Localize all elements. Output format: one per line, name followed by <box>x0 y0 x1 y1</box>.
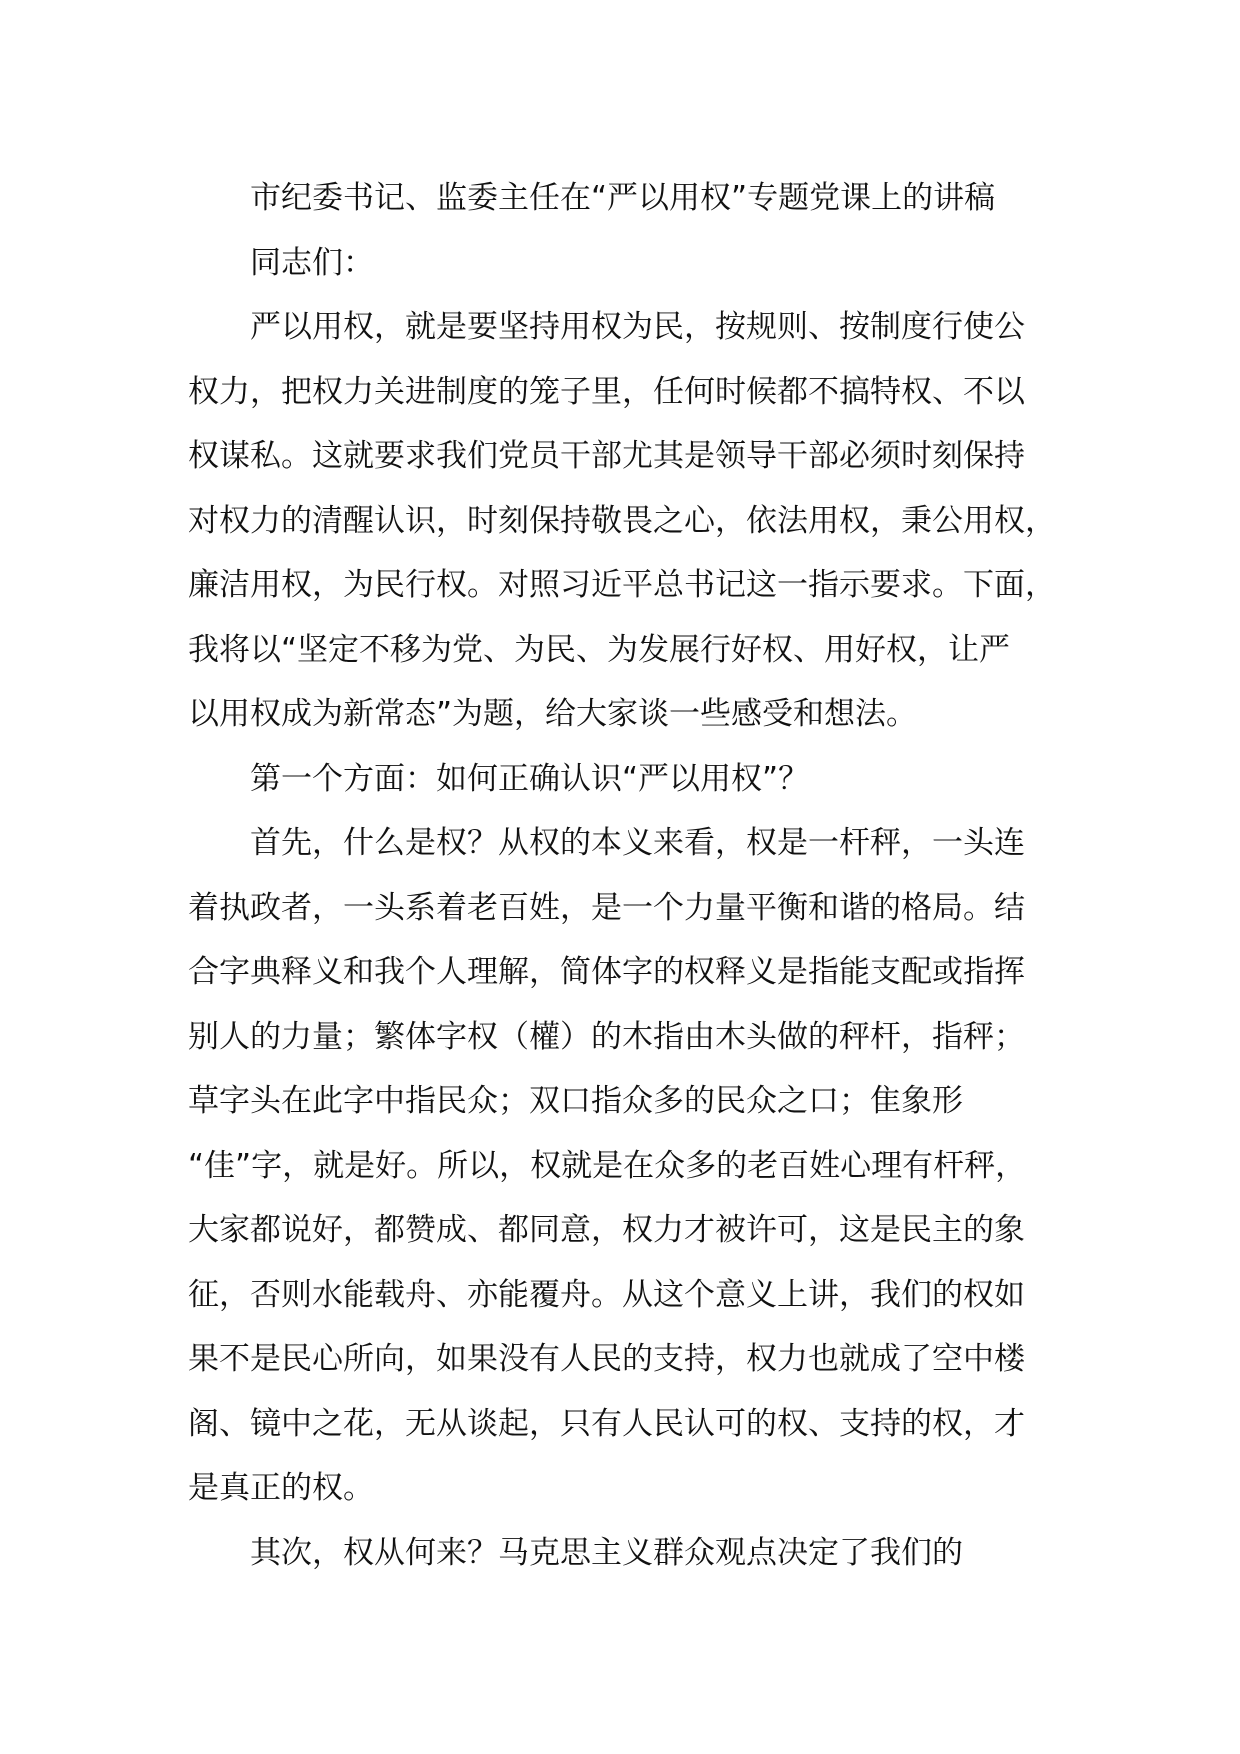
paragraph-line: 别人的力量；繁体字权（權）的木指由木头做的秤杆，指秤； <box>188 1018 1025 1055</box>
paragraph-line: 严以用权，就是要坚持用权为民，按规则、按制度行使公 <box>250 309 1025 345</box>
paragraph-line: 其次，权从何来？马克思主义群众观点决定了我们的 <box>250 1534 963 1571</box>
document-body <box>188 166 1088 1585</box>
paragraph-line: 我将以“坚定不移为党、为民、为发展行好权、用好权，让严 <box>188 631 1011 668</box>
paragraph-line: 是真正的权。 <box>188 1470 374 1506</box>
paragraph-line: 果不是民心所向，如果没有人民的支持，权力也就成了空中楼 <box>188 1341 1025 1377</box>
paragraph-line: 对权力的清醒认识，时刻保持敬畏之心，依法用权，秉公用权， <box>188 502 1056 539</box>
paragraph-line: 合字典释义和我个人理解，简体字的权释义是指能支配或指挥 <box>188 954 1025 990</box>
paragraph-line: 征，否则水能载舟、亦能覆舟。从这个意义上讲，我们的权如 <box>188 1276 1025 1313</box>
paragraph-line: 着执政者，一头系着老百姓，是一个力量平衡和谐的格局。结 <box>188 889 1025 926</box>
paragraph-line: 阁、镜中之花，无从谈起，只有人民认可的权、支持的权，才 <box>188 1405 1025 1442</box>
section-heading: 第一个方面：如何正确认识“严以用权”？ <box>250 760 810 797</box>
paragraph-line: 首先，什么是权？从权的本义来看，权是一杆秤，一头连 <box>250 825 1025 861</box>
paragraph-line: 草字头在此字中指民众；双口指众多的民众之口；隹象形 <box>188 1083 963 1119</box>
paragraph-line: 权力，把权力关进制度的笼子里，任何时候都不搞特权、不以 <box>188 373 1025 410</box>
document-title: 市纪委书记、监委主任在“严以用权”专题党课上的讲稿 <box>250 180 996 216</box>
paragraph-line: 以用权成为新常态”为题，给大家谈一些感受和想法。 <box>188 696 918 732</box>
paragraph-line: 廉洁用权，为民行权。对照习近平总书记这一指示要求。下面， <box>188 567 1056 603</box>
paragraph-line: 权谋私。这就要求我们党员干部尤其是领导干部必须时刻保持 <box>188 438 1025 474</box>
paragraph-line: 大家都说好，都赞成、都同意，权力才被许可，这是民主的象 <box>188 1212 1025 1248</box>
salutation: 同志们： <box>250 244 374 281</box>
paragraph-line: “佳”字，就是好。所以，权就是在众多的老百姓心理有杆秤， <box>188 1147 1027 1184</box>
